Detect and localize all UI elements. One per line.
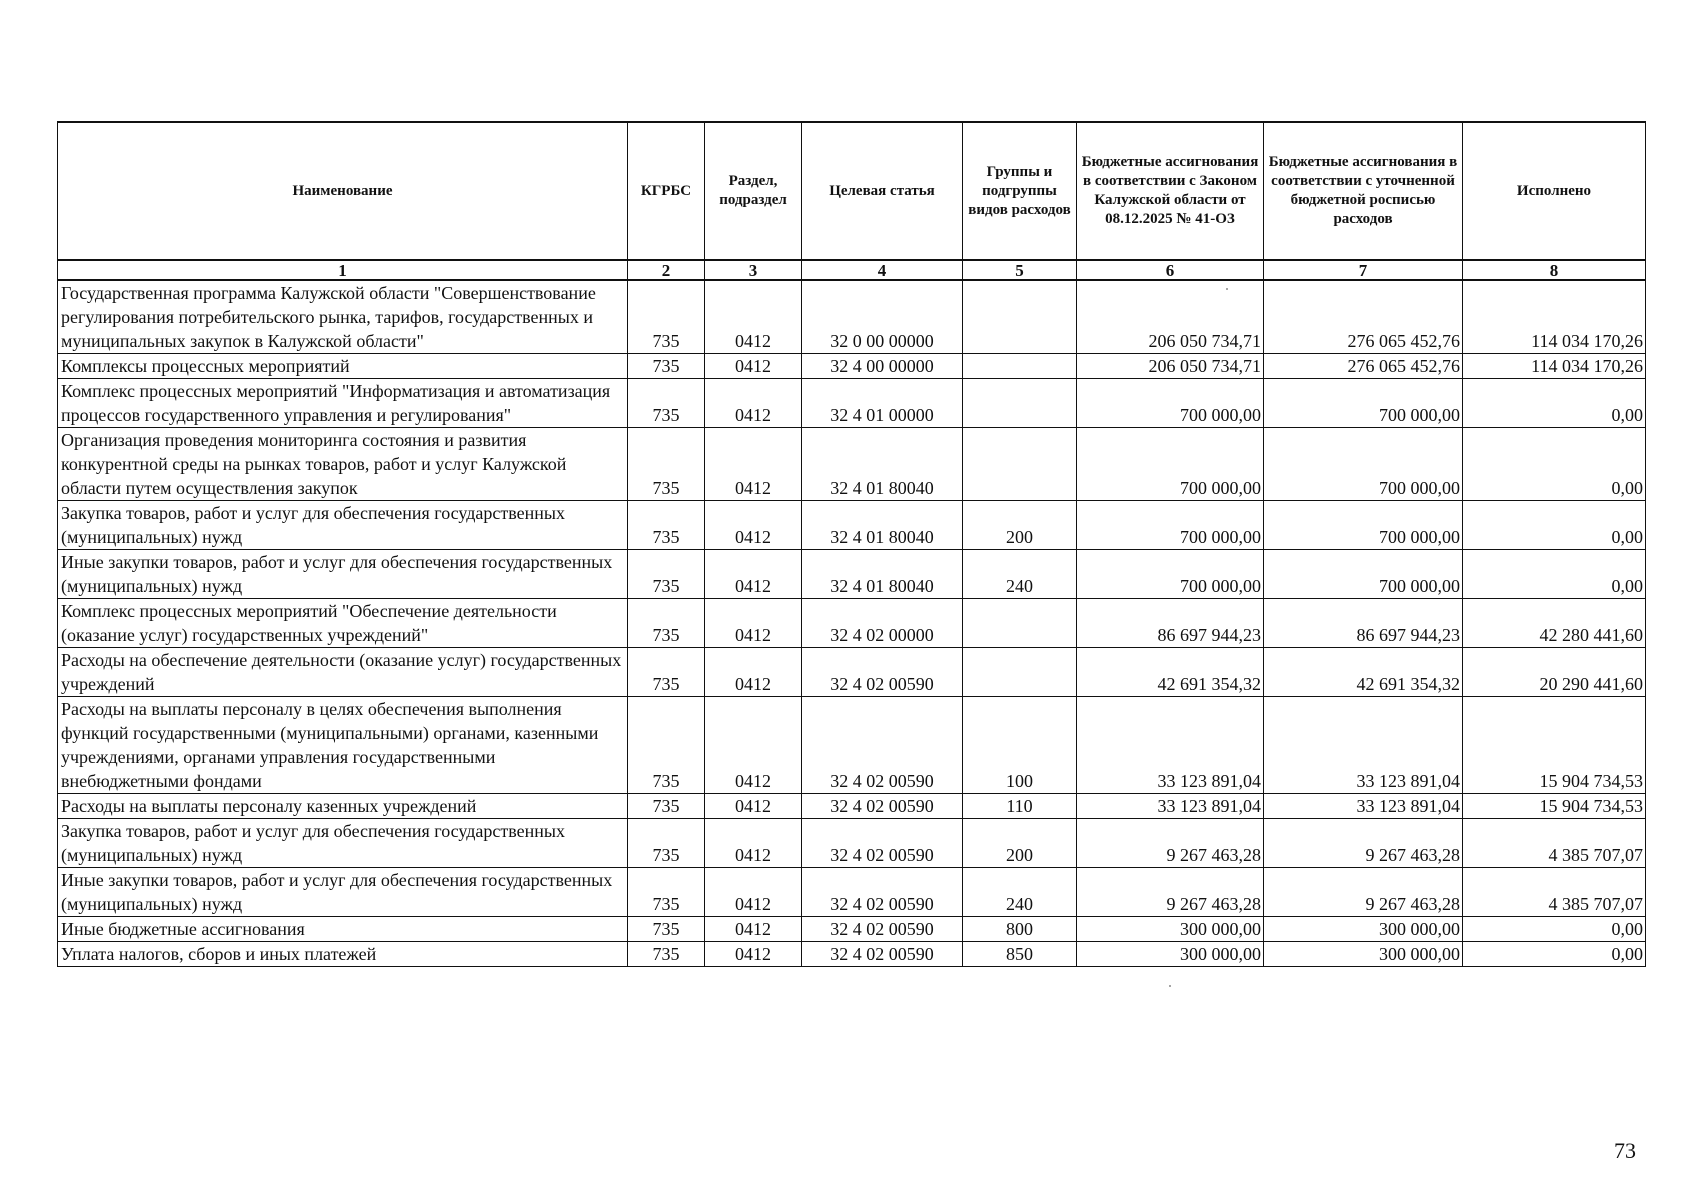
column-number: 6 xyxy=(1077,260,1264,280)
cell-kgrbs: 735 xyxy=(628,599,705,648)
scan-speck xyxy=(1169,985,1171,987)
cell-section: 0412 xyxy=(705,428,802,501)
cell-target: 32 0 00 00000 xyxy=(802,280,963,354)
cell-refined: 9 267 463,28 xyxy=(1264,819,1463,868)
cell-approved: 300 000,00 xyxy=(1077,917,1264,942)
cell-executed: 20 290 441,60 xyxy=(1463,648,1646,697)
table-row xyxy=(58,868,1646,917)
cell-refined: 86 697 944,23 xyxy=(1264,599,1463,648)
cell-target: 32 4 01 80040 xyxy=(802,501,963,550)
table-row xyxy=(58,942,1646,967)
table-row xyxy=(58,599,1646,648)
cell-group: 850 xyxy=(963,942,1077,967)
cell-target: 32 4 02 00590 xyxy=(802,648,963,697)
cell-target: 32 4 02 00590 xyxy=(802,917,963,942)
column-number-row xyxy=(58,260,1646,280)
cell-group xyxy=(963,354,1077,379)
cell-executed: 0,00 xyxy=(1463,501,1646,550)
cell-name: Расходы на обеспечение деятельности (оказание услуг) государственных учреждений xyxy=(58,648,628,697)
table-row xyxy=(58,501,1646,550)
table-row xyxy=(58,379,1646,428)
cell-name: Комплекс процессных мероприятий "Информатизация и автоматизация процессов государственного управления и регулирования" xyxy=(58,379,628,428)
cell-name: Расходы на выплаты персоналу казенных учреждений xyxy=(58,794,628,819)
cell-name: Закупка товаров, работ и услуг для обеспечения государственных (муниципальных) нужд xyxy=(58,501,628,550)
cell-name: Иные закупки товаров, работ и услуг для обеспечения государственных (муниципальных) нужд xyxy=(58,868,628,917)
table-row xyxy=(58,280,1646,354)
cell-name: Комплекс процессных мероприятий "Обеспечение деятельности (оказание услуг) государственных учреждений" xyxy=(58,599,628,648)
cell-kgrbs: 735 xyxy=(628,550,705,599)
cell-section: 0412 xyxy=(705,599,802,648)
table-row xyxy=(58,354,1646,379)
page-number: 73 xyxy=(1614,1138,1636,1163)
header-approved: Бюджетные ассигнования в соответствии с Законом Калужской области от 08.12.2025 № 41-ОЗ xyxy=(1077,122,1264,260)
cell-kgrbs: 735 xyxy=(628,819,705,868)
cell-refined: 700 000,00 xyxy=(1264,428,1463,501)
cell-kgrbs: 735 xyxy=(628,794,705,819)
cell-name: Государственная программа Калужской области "Совершенствование регулирования потребительского рынка, тарифов, государственных и муниципальных закупок в Калужской области" xyxy=(58,280,628,354)
cell-section: 0412 xyxy=(705,942,802,967)
cell-group xyxy=(963,379,1077,428)
cell-kgrbs: 735 xyxy=(628,868,705,917)
cell-section: 0412 xyxy=(705,501,802,550)
cell-executed: 114 034 170,26 xyxy=(1463,280,1646,354)
column-number: 4 xyxy=(802,260,963,280)
cell-approved: 206 050 734,71 xyxy=(1077,354,1264,379)
cell-executed: 0,00 xyxy=(1463,379,1646,428)
cell-executed: 114 034 170,26 xyxy=(1463,354,1646,379)
cell-approved: 700 000,00 xyxy=(1077,379,1264,428)
cell-group xyxy=(963,428,1077,501)
cell-name: Иные закупки товаров, работ и услуг для обеспечения государственных (муниципальных) нужд xyxy=(58,550,628,599)
cell-refined: 276 065 452,76 xyxy=(1264,280,1463,354)
cell-name: Комплексы процессных мероприятий xyxy=(58,354,628,379)
table-row xyxy=(58,819,1646,868)
cell-kgrbs: 735 xyxy=(628,917,705,942)
header-executed: Исполнено xyxy=(1463,122,1646,260)
cell-executed: 0,00 xyxy=(1463,917,1646,942)
cell-refined: 276 065 452,76 xyxy=(1264,354,1463,379)
cell-section: 0412 xyxy=(705,868,802,917)
cell-approved: 86 697 944,23 xyxy=(1077,599,1264,648)
budget-table xyxy=(57,121,1646,967)
cell-kgrbs: 735 xyxy=(628,697,705,794)
cell-target: 32 4 01 80040 xyxy=(802,550,963,599)
cell-section: 0412 xyxy=(705,819,802,868)
table-row xyxy=(58,648,1646,697)
cell-refined: 9 267 463,28 xyxy=(1264,868,1463,917)
cell-group: 200 xyxy=(963,819,1077,868)
column-number: 8 xyxy=(1463,260,1646,280)
cell-target: 32 4 02 00000 xyxy=(802,599,963,648)
column-number: 3 xyxy=(705,260,802,280)
cell-target: 32 4 01 00000 xyxy=(802,379,963,428)
table-header-row xyxy=(58,122,1646,260)
cell-approved: 9 267 463,28 xyxy=(1077,819,1264,868)
cell-refined: 700 000,00 xyxy=(1264,379,1463,428)
header-section: Раздел, подраздел xyxy=(705,122,802,260)
scan-speck xyxy=(1226,288,1228,290)
cell-executed: 15 904 734,53 xyxy=(1463,697,1646,794)
document-sheet xyxy=(57,121,1645,967)
cell-name: Уплата налогов, сборов и иных платежей xyxy=(58,942,628,967)
cell-group: 800 xyxy=(963,917,1077,942)
cell-section: 0412 xyxy=(705,648,802,697)
cell-refined: 33 123 891,04 xyxy=(1264,794,1463,819)
cell-name: Расходы на выплаты персоналу в целях обеспечения выполнения функций государственными (муниципальными) органами, казенными учреждениями, органами управления государственными внебюджетными фондами xyxy=(58,697,628,794)
header-kgrbs: КГРБС xyxy=(628,122,705,260)
cell-approved: 33 123 891,04 xyxy=(1077,794,1264,819)
cell-section: 0412 xyxy=(705,379,802,428)
cell-kgrbs: 735 xyxy=(628,379,705,428)
table-row xyxy=(58,917,1646,942)
cell-executed: 15 904 734,53 xyxy=(1463,794,1646,819)
cell-kgrbs: 735 xyxy=(628,648,705,697)
cell-executed: 0,00 xyxy=(1463,550,1646,599)
cell-approved: 300 000,00 xyxy=(1077,942,1264,967)
cell-section: 0412 xyxy=(705,354,802,379)
cell-target: 32 4 02 00590 xyxy=(802,942,963,967)
cell-executed: 4 385 707,07 xyxy=(1463,819,1646,868)
cell-kgrbs: 735 xyxy=(628,354,705,379)
table-row xyxy=(58,697,1646,794)
cell-refined: 33 123 891,04 xyxy=(1264,697,1463,794)
cell-target: 32 4 00 00000 xyxy=(802,354,963,379)
cell-group: 240 xyxy=(963,550,1077,599)
header-target: Целевая статья xyxy=(802,122,963,260)
cell-group: 240 xyxy=(963,868,1077,917)
cell-kgrbs: 735 xyxy=(628,501,705,550)
cell-group xyxy=(963,648,1077,697)
table-row xyxy=(58,550,1646,599)
cell-name: Организация проведения мониторинга состояния и развития конкурентной среды на рынках товаров, работ и услуг Калужской области путем осуществления закупок xyxy=(58,428,628,501)
cell-approved: 42 691 354,32 xyxy=(1077,648,1264,697)
cell-kgrbs: 735 xyxy=(628,428,705,501)
header-refined: Бюджетные ассигнования в соответствии с уточненной бюджетной росписью расходов xyxy=(1264,122,1463,260)
cell-refined: 42 691 354,32 xyxy=(1264,648,1463,697)
cell-approved: 33 123 891,04 xyxy=(1077,697,1264,794)
cell-target: 32 4 02 00590 xyxy=(802,697,963,794)
cell-section: 0412 xyxy=(705,550,802,599)
cell-approved: 700 000,00 xyxy=(1077,550,1264,599)
cell-name: Закупка товаров, работ и услуг для обеспечения государственных (муниципальных) нужд xyxy=(58,819,628,868)
cell-approved: 206 050 734,71 xyxy=(1077,280,1264,354)
cell-group: 110 xyxy=(963,794,1077,819)
cell-executed: 4 385 707,07 xyxy=(1463,868,1646,917)
cell-approved: 9 267 463,28 xyxy=(1077,868,1264,917)
cell-executed: 0,00 xyxy=(1463,428,1646,501)
cell-target: 32 4 02 00590 xyxy=(802,819,963,868)
table-row xyxy=(58,428,1646,501)
cell-executed: 0,00 xyxy=(1463,942,1646,967)
cell-group: 200 xyxy=(963,501,1077,550)
column-number: 5 xyxy=(963,260,1077,280)
cell-section: 0412 xyxy=(705,917,802,942)
column-number: 1 xyxy=(58,260,628,280)
table-body xyxy=(58,280,1646,967)
cell-refined: 700 000,00 xyxy=(1264,550,1463,599)
cell-target: 32 4 02 00590 xyxy=(802,794,963,819)
header-name: Наименование xyxy=(58,122,628,260)
cell-kgrbs: 735 xyxy=(628,280,705,354)
cell-kgrbs: 735 xyxy=(628,942,705,967)
cell-group: 100 xyxy=(963,697,1077,794)
cell-section: 0412 xyxy=(705,794,802,819)
cell-approved: 700 000,00 xyxy=(1077,428,1264,501)
header-groups: Группы и подгруппы видов расходов xyxy=(963,122,1077,260)
cell-approved: 700 000,00 xyxy=(1077,501,1264,550)
cell-group xyxy=(963,599,1077,648)
cell-refined: 300 000,00 xyxy=(1264,917,1463,942)
table-row xyxy=(58,794,1646,819)
cell-target: 32 4 02 00590 xyxy=(802,868,963,917)
column-number: 2 xyxy=(628,260,705,280)
cell-executed: 42 280 441,60 xyxy=(1463,599,1646,648)
cell-name: Иные бюджетные ассигнования xyxy=(58,917,628,942)
cell-section: 0412 xyxy=(705,697,802,794)
cell-target: 32 4 01 80040 xyxy=(802,428,963,501)
cell-section: 0412 xyxy=(705,280,802,354)
column-number: 7 xyxy=(1264,260,1463,280)
cell-refined: 300 000,00 xyxy=(1264,942,1463,967)
cell-refined: 700 000,00 xyxy=(1264,501,1463,550)
cell-group xyxy=(963,280,1077,354)
